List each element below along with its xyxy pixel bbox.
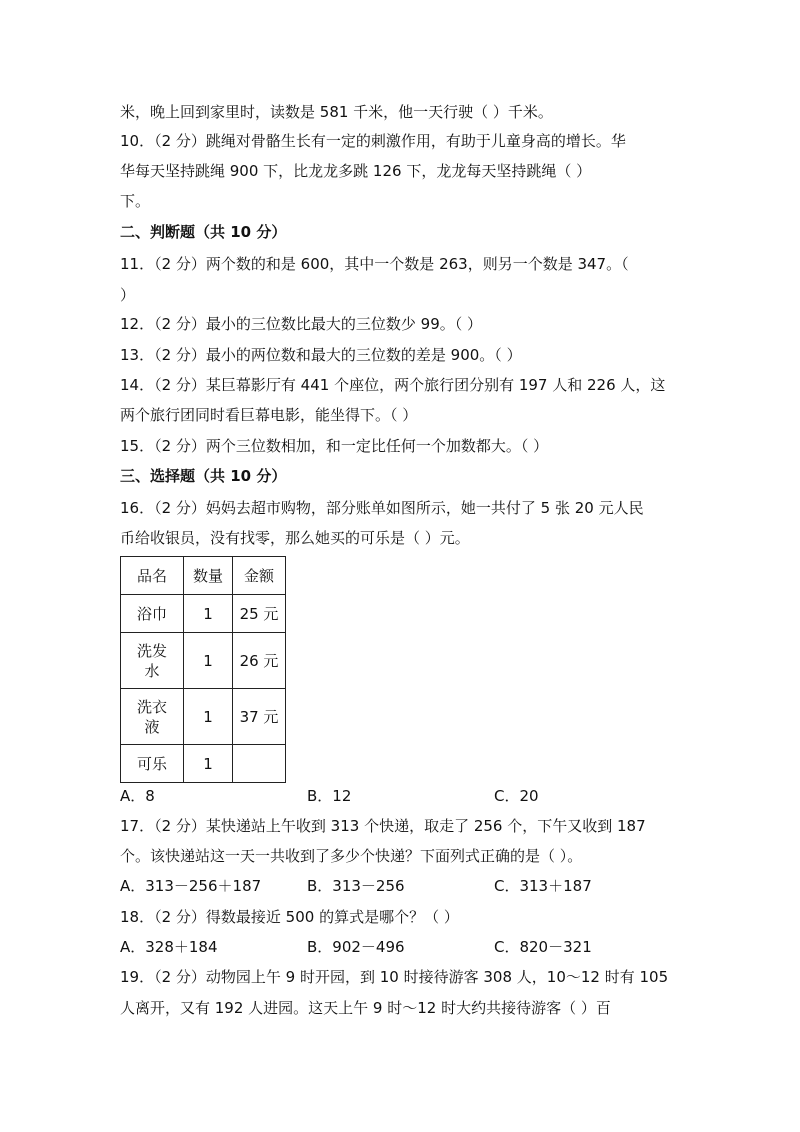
q16-option-b: B．12: [307, 787, 352, 805]
bill-row-cola: [121, 745, 286, 783]
item-qty: 1: [184, 689, 233, 745]
q18-option-c: C．820－321: [494, 938, 592, 956]
item-name: 浴巾: [121, 595, 184, 633]
question-15: 15．（2 分）两个三位数相加，和一定比任何一个加数都大。（ ）: [120, 437, 549, 455]
question-10: 10．（2 分）跳绳对骨骼生长有一定的刺激作用，有助于儿童身高的增长。华: [120, 132, 626, 150]
item-qty: 1: [184, 745, 233, 783]
item-amount: 37 元: [233, 689, 286, 745]
item-qty: 1: [184, 633, 233, 689]
item-amount: [233, 745, 286, 783]
item-name: 洗发 水: [121, 633, 184, 689]
item-qty: 1: [184, 595, 233, 633]
question-16-line-2: 币给收银员，没有找零，那么她买的可乐是（ ）元。: [120, 529, 470, 547]
section-heading-choice: 三、选择题（共 10 分）: [120, 467, 287, 485]
bill-row-detergent: [121, 689, 286, 745]
item-amount: 25 元: [233, 595, 286, 633]
q17-option-c: C．313＋187: [494, 877, 592, 895]
header-quantity: 数量: [184, 557, 233, 595]
q17-option-b: B．313－256: [307, 877, 405, 895]
item-name: 洗衣 液: [121, 689, 184, 745]
header-item-name: 品名: [121, 557, 184, 595]
section-heading-judgement: 二、判断题（共 10 分）: [120, 223, 287, 241]
bill-row-towel: [121, 595, 286, 633]
question-16: 16．（2 分）妈妈去超市购物，部分账单如图所示，她一共付了 5 张 20 元人民: [120, 499, 644, 517]
q16-option-c: C．20: [494, 787, 539, 805]
question-18: 18．（2 分）得数最接近 500 的算式是哪个？（ ）: [120, 908, 459, 926]
item-amount: 26 元: [233, 633, 286, 689]
question-17: 17．（2 分）某快递站上午收到 313 个快递，取走了 256 个，下午又收到 187: [120, 817, 646, 835]
q18-option-b: B．902－496: [307, 938, 405, 956]
q17-option-a: A．313－256＋187: [120, 877, 262, 895]
question-19: 19．（2 分）动物园上午 9 时开园，到 10 时接待游客 308 人，10～12 时有 105: [120, 968, 669, 986]
question-12: 12．（2 分）最小的三位数比最大的三位数少 99。（ ）: [120, 315, 483, 333]
question-17-line-2: 个。该快递站这一天一共收到了多少个快递？下面列式正确的是（ ）。: [120, 847, 583, 865]
header-amount: 金额: [233, 557, 286, 595]
question-13: 13．（2 分）最小的两位数和最大的三位数的差是 900。（ ）: [120, 346, 522, 364]
item-name: 可乐: [121, 745, 184, 783]
question-11-line-2: ）: [120, 286, 136, 304]
q18-option-a: A．328＋184: [120, 938, 218, 956]
bill-table: [120, 556, 286, 783]
bill-table-header: [121, 557, 286, 595]
question-14-line-2: 两个旅行团同时看巨幕电影，能坐得下。（ ）: [120, 406, 418, 424]
question-9-continuation: 米，晚上回到家里时，读数是 581 千米，他一天行驶（ ）千米。: [120, 103, 553, 121]
question-14: 14．（2 分）某巨幕影厅有 441 个座位，两个旅行团分别有 197 人和 226 人，这: [120, 376, 666, 394]
question-10-line-3: 下。: [120, 192, 151, 210]
question-10-line-2: 华每天坚持跳绳 900 下，比龙龙多跳 126 下，龙龙每天坚持跳绳（ ）: [120, 162, 592, 180]
question-11: 11．（2 分）两个数的和是 600，其中一个数是 263，则另一个数是 347。（: [120, 255, 629, 273]
bill-row-shampoo: [121, 633, 286, 689]
question-19-line-2: 人离开，又有 192 人进园。这天上午 9 时～12 时大约共接待游客（ ）百: [120, 999, 611, 1017]
q16-option-a: A．8: [120, 787, 155, 805]
